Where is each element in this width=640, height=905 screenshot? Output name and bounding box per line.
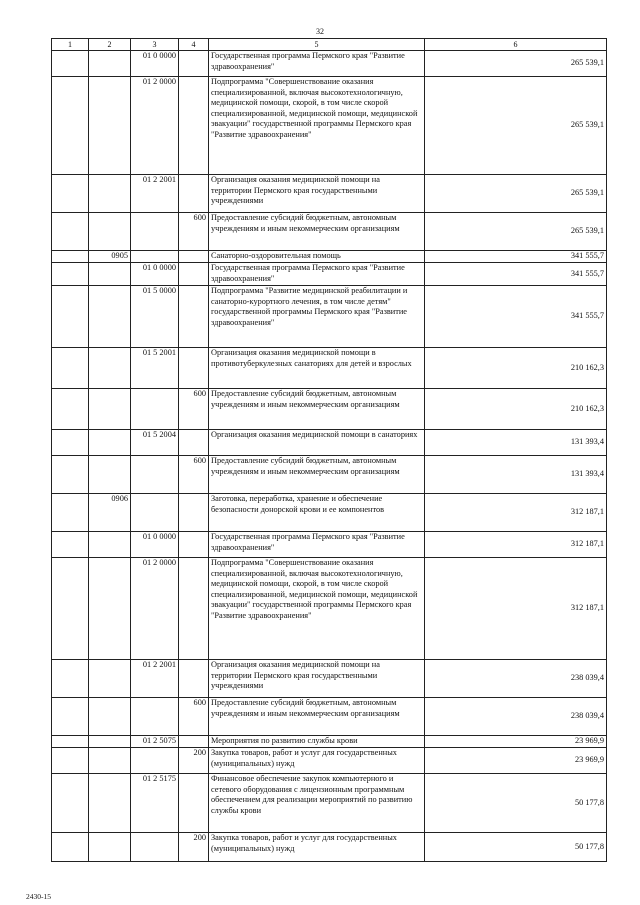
table-cell-c5: Подпрограмма "Развитие медицинской реабилитации и санаторно-курортного лечения, в том числе детям" государственной программы Пермского края "Развитие здравоохранения" <box>209 286 425 348</box>
page-number: 32 <box>316 27 324 36</box>
table-row <box>52 175 607 213</box>
header-cell: 1 <box>52 39 89 51</box>
table-cell-c6: 131 393,4 <box>425 456 607 494</box>
header-row <box>52 39 607 51</box>
table-cell-c6: 312 187,1 <box>425 558 607 660</box>
table-cell-c6: 238 039,4 <box>425 698 607 736</box>
table-cell-c6: 312 187,1 <box>425 494 607 532</box>
table-cell-c1 <box>52 389 89 430</box>
table-cell-c1 <box>52 833 89 862</box>
table-cell-c1 <box>52 77 89 175</box>
table-cell-c2 <box>89 736 131 748</box>
table-cell-c5: Финансовое обеспечение закупок компьютерного и сетевого оборудования с лицензионным программным обеспечением для реализации мероприятий по развитию службы крови <box>209 774 425 833</box>
table-cell-c2 <box>89 558 131 660</box>
budget-table <box>51 38 607 862</box>
table-cell-c6: 210 162,3 <box>425 389 607 430</box>
table-row <box>52 558 607 660</box>
table-cell-c3 <box>131 833 179 862</box>
table-cell-c2 <box>89 286 131 348</box>
table-cell-c6: 265 539,1 <box>425 213 607 251</box>
table-cell-c1 <box>52 532 89 558</box>
table-cell-c5: Санаторно-оздоровительная помощь <box>209 251 425 263</box>
table-cell-c5: Мероприятия по развитию службы крови <box>209 736 425 748</box>
table-cell-c4 <box>179 251 209 263</box>
table-cell-c1 <box>52 558 89 660</box>
table-cell-c2 <box>89 175 131 213</box>
table-cell-c4 <box>179 774 209 833</box>
table-cell-c2: 0905 <box>89 251 131 263</box>
header-cell: 3 <box>131 39 179 51</box>
table-row <box>52 430 607 456</box>
table-row <box>52 736 607 748</box>
table-cell-c5: Закупка товаров, работ и услуг для государственных (муниципальных) нужд <box>209 833 425 862</box>
table-cell-c3 <box>131 251 179 263</box>
table-cell-c2 <box>89 833 131 862</box>
table-cell-c3 <box>131 389 179 430</box>
table-cell-c6: 50 177,8 <box>425 774 607 833</box>
table-row <box>52 389 607 430</box>
table-cell-c1 <box>52 748 89 774</box>
table-cell-c1 <box>52 51 89 77</box>
table-row <box>52 286 607 348</box>
table-cell-c6: 341 555,7 <box>425 263 607 286</box>
table-cell-c2 <box>89 774 131 833</box>
table-cell-c4 <box>179 660 209 698</box>
table-cell-c3: 01 0 0000 <box>131 263 179 286</box>
table-cell-c2 <box>89 430 131 456</box>
table-cell-c5: Предоставление субсидий бюджетным, автономным учреждениям и иным некоммерческим организациям <box>209 213 425 251</box>
table-cell-c4 <box>179 430 209 456</box>
table-row <box>52 698 607 736</box>
table-cell-c3: 01 2 2001 <box>131 660 179 698</box>
table-row <box>52 532 607 558</box>
table-cell-c6: 265 539,1 <box>425 51 607 77</box>
table-cell-c5: Государственная программа Пермского края "Развитие здравоохранения" <box>209 532 425 558</box>
table-cell-c2 <box>89 348 131 389</box>
table-row <box>52 774 607 833</box>
table-cell-c5: Организация оказания медицинской помощи на территории Пермского края государственными учреждениями <box>209 175 425 213</box>
header-cell: 5 <box>209 39 425 51</box>
table-cell-c4: 200 <box>179 833 209 862</box>
table-cell-c6: 23 969,9 <box>425 736 607 748</box>
table-cell-c4 <box>179 558 209 660</box>
table-cell-c4: 200 <box>179 748 209 774</box>
table-cell-c1 <box>52 456 89 494</box>
table-cell-c2 <box>89 263 131 286</box>
table-cell-c3: 01 2 5075 <box>131 736 179 748</box>
table-cell-c4 <box>179 263 209 286</box>
table-cell-c1 <box>52 660 89 698</box>
table-cell-c4 <box>179 286 209 348</box>
table-cell-c4: 600 <box>179 698 209 736</box>
table-cell-c2 <box>89 456 131 494</box>
table-row <box>52 77 607 175</box>
table-cell-c6: 238 039,4 <box>425 660 607 698</box>
table-cell-c5: Государственная программа Пермского края "Развитие здравоохранения" <box>209 51 425 77</box>
table-cell-c3 <box>131 213 179 251</box>
table-cell-c6: 210 162,3 <box>425 348 607 389</box>
table-cell-c6: 341 555,7 <box>425 251 607 263</box>
header-cell: 4 <box>179 39 209 51</box>
table-cell-c5: Организация оказания медицинской помощи в противотуберкулезных санаториях для детей и взрослых <box>209 348 425 389</box>
table-cell-c3: 01 2 5175 <box>131 774 179 833</box>
table-cell-c6: 23 969,9 <box>425 748 607 774</box>
table-cell-c1 <box>52 348 89 389</box>
table-row <box>52 833 607 862</box>
table-cell-c1 <box>52 213 89 251</box>
table-cell-c5: Организация оказания медицинской помощи в санаториях <box>209 430 425 456</box>
table-cell-c2 <box>89 389 131 430</box>
table-row <box>52 213 607 251</box>
table-row <box>52 348 607 389</box>
table-cell-c4 <box>179 348 209 389</box>
table-cell-c1 <box>52 430 89 456</box>
table-cell-c4: 600 <box>179 213 209 251</box>
table-cell-c3: 01 0 0000 <box>131 51 179 77</box>
table-cell-c2 <box>89 698 131 736</box>
table-cell-c1 <box>52 736 89 748</box>
table-cell-c5: Закупка товаров, работ и услуг для государственных (муниципальных) нужд <box>209 748 425 774</box>
table-cell-c6: 265 539,1 <box>425 175 607 213</box>
table-cell-c5: Предоставление субсидий бюджетным, автономным учреждениям и иным некоммерческим организациям <box>209 698 425 736</box>
table-cell-c4 <box>179 494 209 532</box>
table-cell-c4: 600 <box>179 456 209 494</box>
table-cell-c1 <box>52 251 89 263</box>
table-cell-c4 <box>179 77 209 175</box>
table-cell-c6: 131 393,4 <box>425 430 607 456</box>
table-cell-c3: 01 5 2001 <box>131 348 179 389</box>
table-cell-c3: 01 5 0000 <box>131 286 179 348</box>
table-row <box>52 251 607 263</box>
table-row <box>52 748 607 774</box>
table-cell-c5: Предоставление субсидий бюджетным, автономным учреждениям и иным некоммерческим организациям <box>209 456 425 494</box>
table-cell-c5: Подпрограмма "Совершенствование оказания специализированной, включая высокотехнологичную, медицинской помощи, скорой, в том числе скорой специализированной, медицинской помощи, медицинской эвакуации" государственной программы Пермского края "Развитие здравоохранения" <box>209 77 425 175</box>
table-cell-c2 <box>89 213 131 251</box>
table-cell-c1 <box>52 175 89 213</box>
table-cell-c6: 50 177,8 <box>425 833 607 862</box>
table-row <box>52 51 607 77</box>
table-cell-c5: Организация оказания медицинской помощи на территории Пермского края государственными учреждениями <box>209 660 425 698</box>
table-cell-c1 <box>52 494 89 532</box>
table-cell-c3: 01 0 0000 <box>131 532 179 558</box>
header-cell: 6 <box>425 39 607 51</box>
table-cell-c3 <box>131 494 179 532</box>
table-cell-c1 <box>52 698 89 736</box>
table-cell-c5: Государственная программа Пермского края "Развитие здравоохранения" <box>209 263 425 286</box>
table-row <box>52 494 607 532</box>
table-cell-c1 <box>52 774 89 833</box>
table-row <box>52 660 607 698</box>
table-cell-c4: 600 <box>179 389 209 430</box>
table-cell-c2: 0906 <box>89 494 131 532</box>
table-cell-c4 <box>179 736 209 748</box>
table-cell-c4 <box>179 532 209 558</box>
table-cell-c1 <box>52 286 89 348</box>
table-cell-c3 <box>131 698 179 736</box>
table-cell-c2 <box>89 532 131 558</box>
table-cell-c1 <box>52 263 89 286</box>
table-cell-c4 <box>179 175 209 213</box>
table-cell-c5: Подпрограмма "Совершенствование оказания специализированной, включая высокотехнологичную, медицинской помощи, скорой, в том числе скорой специализированной, медицинской помощи, медицинской эвакуации" государственной программы Пермского края "Развитие здравоохранения" <box>209 558 425 660</box>
table-cell-c2 <box>89 748 131 774</box>
header-cell: 2 <box>89 39 131 51</box>
table-cell-c4 <box>179 51 209 77</box>
table-cell-c3: 01 5 2004 <box>131 430 179 456</box>
table-cell-c2 <box>89 51 131 77</box>
table-cell-c3: 01 2 2001 <box>131 175 179 213</box>
footer-code: 2430-15 <box>26 892 51 901</box>
table-cell-c6: 341 555,7 <box>425 286 607 348</box>
table-row <box>52 456 607 494</box>
table-cell-c3 <box>131 748 179 774</box>
table-cell-c3 <box>131 456 179 494</box>
table-cell-c2 <box>89 660 131 698</box>
table-row <box>52 263 607 286</box>
table-cell-c6: 312 187,1 <box>425 532 607 558</box>
table-cell-c6: 265 539,1 <box>425 77 607 175</box>
table-cell-c5: Заготовка, переработка, хранение и обеспечение безопасности донорской крови и ее компонентов <box>209 494 425 532</box>
table-cell-c3: 01 2 0000 <box>131 558 179 660</box>
table-cell-c5: Предоставление субсидий бюджетным, автономным учреждениям и иным некоммерческим организациям <box>209 389 425 430</box>
table-cell-c2 <box>89 77 131 175</box>
table-cell-c3: 01 2 0000 <box>131 77 179 175</box>
